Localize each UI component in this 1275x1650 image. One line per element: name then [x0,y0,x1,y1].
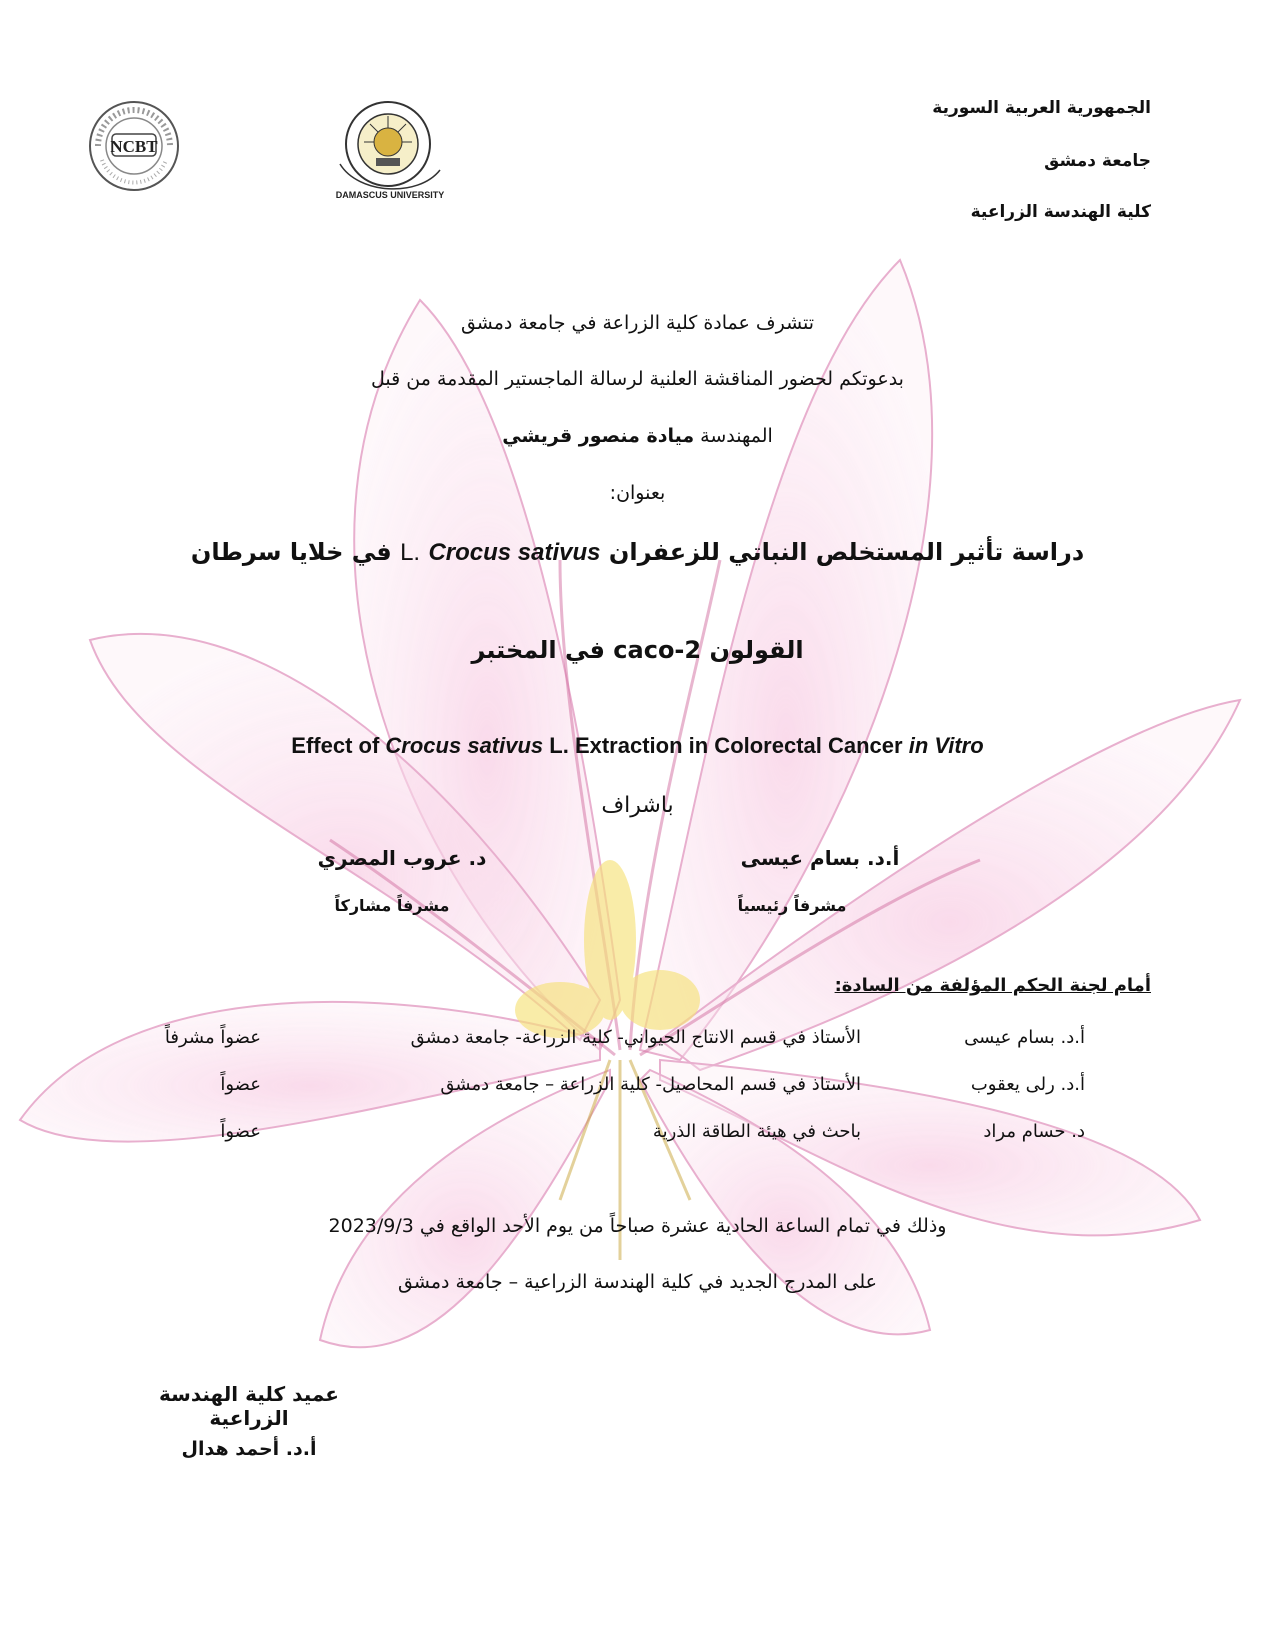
schedule-line-1: وذلك في تمام الساعة الحادية عشرة صباحاً من يوم الأحد الواقع في 2023/9/3 [328,1215,947,1237]
damascus-university-logo [328,94,454,206]
schedule-line-2: على المدرج الجديد في كلية الهندسة الزراعية – جامعة دمشق [398,1271,877,1293]
committee-member-role: عضواً [220,1121,261,1142]
ncbt-logo [78,96,190,196]
title-ar-part-2: في خلايا سرطان [190,538,392,566]
engineer-name: ميادة منصور قريشي [502,425,695,447]
dean-name: أ.د. أحمد هدال [181,1438,317,1460]
committee-member-name: د. حسام مراد [983,1121,1085,1142]
committee-member-position: الأستاذ في قسم المحاصيل- كلية الزراعة – جامعة دمشق [440,1074,861,1095]
committee-member-position: باحث في هيئة الطاقة الذرية [652,1121,861,1142]
co-supervisor-name: د. عروب المصري [317,846,487,870]
committee-member-role: عضواً مشرفاً [164,1027,261,1048]
title-en-mid: L. Extraction in Colorectal Cancer [549,733,903,758]
main-supervisor-role: مشرفاً رئيسياً [737,896,847,915]
committee-member-role: عضواً [220,1074,261,1095]
header-country: الجمهورية العربية السورية [932,98,1151,118]
committee-member-name: أ.د. بسام عيسى [964,1027,1085,1048]
committee-member-position: الأستاذ في قسم الانتاج الحيواني- كلية الزراعة- جامعة دمشق [410,1027,861,1048]
thesis-title-en [0,733,1275,759]
co-supervisor-role: مشرفاً مشاركاً [334,896,450,915]
titled-label: بعنوان: [609,482,666,504]
header-faculty: كلية الهندسة الزراعية [970,202,1151,222]
invitation-line-1: تتشرف عمادة كلية الزراعة في جامعة دمشق [460,312,815,334]
dean-title: عميد كلية الهندسة الزراعية [159,1382,339,1430]
engineer-line [0,425,1275,447]
title-ar-part-1: دراسة تأثير المستخلص النباتي للزعفران [608,538,1085,566]
engineer-prefix: المهندسة [700,425,773,447]
title-en-species: Crocus sativus [385,733,544,758]
title-en-suffix: in Vitro [908,733,984,758]
thesis-title-ar-line-2: القولون caco-2 في المختبر [471,636,804,664]
supervision-heading: باشراف [601,793,674,818]
main-supervisor-name: أ.د. بسام عيسى [740,846,900,870]
title-en-prefix: Effect of [291,733,380,758]
header-university: جامعة دمشق [1044,151,1151,171]
committee-heading: أمام لجنة الحكم المؤلفة من السادة: [834,975,1151,996]
ncbt-logo-text: NCBT [110,137,158,156]
title-ar-abbrev: L. [400,539,421,566]
damascus-university-logo-text: DAMASCUS UNIVERSITY [335,190,445,200]
thesis-title-ar-line-1 [0,538,1275,567]
title-ar-species: Crocus sativus [428,539,601,566]
invitation-line-2: بدعوتكم لحضور المناقشة العلنية لرسالة الماجستير المقدمة من قبل [371,368,904,390]
committee-member-name: أ.د. رلى يعقوب [970,1074,1085,1095]
